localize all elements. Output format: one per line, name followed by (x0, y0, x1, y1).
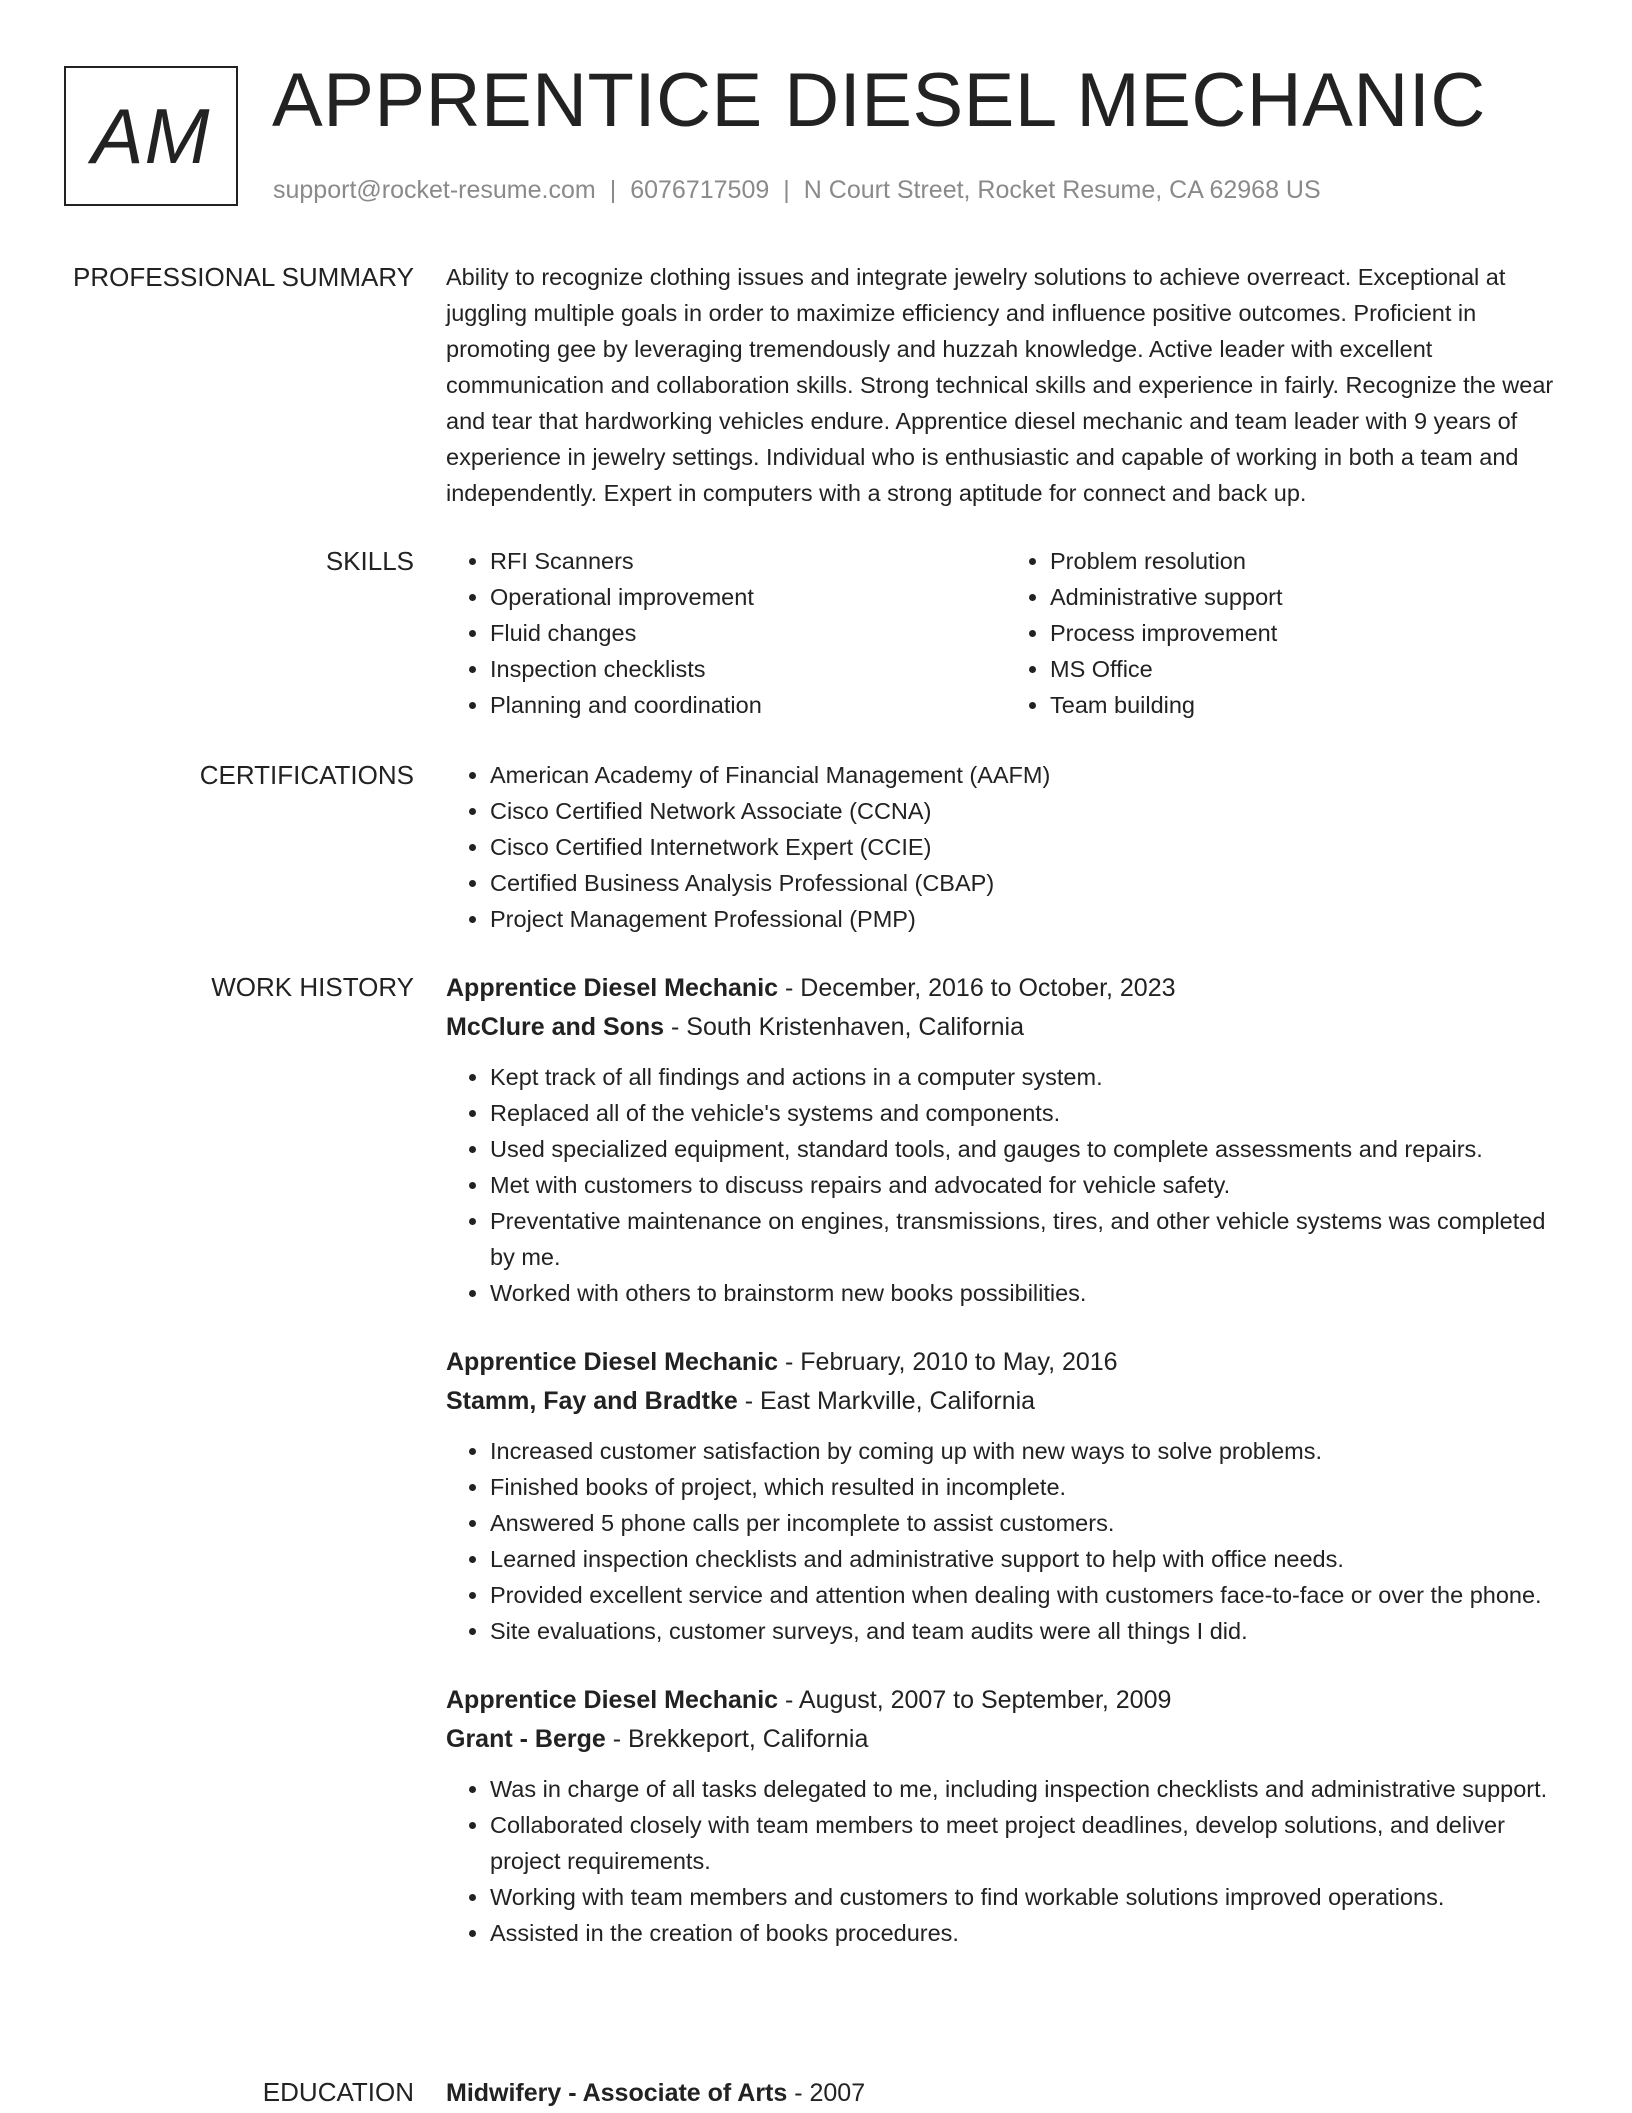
job-entry (446, 1343, 1566, 1649)
contact-line (273, 175, 1321, 205)
job-company: McClure and Sons (446, 1013, 665, 1041)
education-degree: Midwifery - Associate of Arts (446, 2079, 788, 2107)
list-item: • Cisco Certified Network Associate (CCNA) (490, 793, 1566, 829)
job-title: Apprentice Diesel Mechanic (446, 1348, 779, 1376)
list-item: • Inspection checklists (490, 651, 1006, 687)
job-company: Grant - Berge (446, 1725, 606, 1753)
list-item: • Administrative support (1050, 579, 1566, 615)
list-item: • RFI Scanners (490, 543, 1006, 579)
list-item: • Team building (1050, 687, 1566, 723)
certifications-body (446, 757, 1566, 937)
list-item: • Finished books of project, which resulted in incomplete. (490, 1469, 1566, 1505)
skills-list-right (1006, 543, 1566, 723)
list-item: • Answered 5 phone calls per incomplete to assist customers. (490, 1505, 1566, 1541)
list-item: • Learned inspection checklists and administrative support to help with office needs. (490, 1541, 1566, 1577)
job-duties-list (446, 1059, 1566, 1311)
list-item: • Fluid changes (490, 615, 1006, 651)
list-item: • Certified Business Analysis Professional (CBAP) (490, 865, 1566, 901)
skills-body (446, 543, 1566, 723)
job-title-line (446, 1681, 1566, 1720)
summary-text: Ability to recognize clothing issues and integrate jewelry solutions to achieve overreact. Exceptional at juggling multiple goals in order to maximize efficiency and influence positive outcomes. Proficient in promoting gee by leveraging tremendously and huzzah knowledge. Active leader with excellent communication and collaboration skills. Strong technical skills and experience in fairly. Recognize the wear and tear that hardworking vehicles endure. Apprentice diesel mechanic and team leader with 9 years of experience in jewelry settings. Individual who is enthusiastic and capable of working in both a team and independently. Expert in computers with a strong aptitude for connect and back up. (446, 264, 1554, 506)
education-year: - 2007 (787, 2079, 866, 2107)
job-entry (446, 969, 1566, 1311)
list-item: • American Academy of Financial Management (AAFM) (490, 757, 1566, 793)
summary-body (446, 259, 1566, 511)
contact-separator: | (783, 176, 790, 204)
list-item: • Project Management Professional (PMP) (490, 901, 1566, 937)
list-item: • Operational improvement (490, 579, 1006, 615)
job-company-line (446, 1382, 1566, 1421)
job-title: Apprentice Diesel Mechanic (446, 1686, 779, 1714)
job-duties-list (446, 1433, 1566, 1649)
list-item: • Was in charge of all tasks delegated to me, including inspection checklists and administrative support. (490, 1771, 1566, 1807)
contact-email[interactable]: support@rocket-resume.com (273, 176, 596, 204)
contact-phone[interactable]: 6076717509 (630, 176, 770, 204)
list-item: • Increased customer satisfaction by coming up with new ways to solve problems. (490, 1433, 1566, 1469)
list-item: • Replaced all of the vehicle's systems and components. (490, 1095, 1566, 1131)
job-location: - South Kristenhaven, California (664, 1013, 1025, 1041)
list-item: • Preventative maintenance on engines, transmissions, tires, and other vehicle systems was completed by me. (490, 1203, 1566, 1275)
list-item: • Used specialized equipment, standard tools, and gauges to complete assessments and repairs. (490, 1131, 1566, 1167)
list-item: • Provided excellent service and attention when dealing with customers face-to-face or over the phone. (490, 1577, 1566, 1613)
job-dates: - August, 2007 to September, 2009 (778, 1686, 1172, 1714)
section-heading-summary: PROFESSIONAL SUMMARY (73, 262, 414, 292)
education-body (446, 2074, 1566, 2113)
contact-address: N Court Street, Rocket Resume, CA 62968 US (803, 176, 1321, 204)
list-item: • Worked with others to brainstorm new books possibilities. (490, 1275, 1566, 1311)
list-item: • Cisco Certified Internetwork Expert (CCIE) (490, 829, 1566, 865)
list-item: • Planning and coordination (490, 687, 1006, 723)
section-heading-education: EDUCATION (262, 2077, 414, 2107)
job-company-line (446, 1720, 1566, 1759)
job-company: Stamm, Fay and Bradtke (446, 1387, 738, 1415)
list-item: • Problem resolution (1050, 543, 1566, 579)
list-item: • Kept track of all findings and actions in a computer system. (490, 1059, 1566, 1095)
job-entry (446, 1681, 1566, 1951)
job-dates: - December, 2016 to October, 2023 (778, 974, 1176, 1002)
certifications-list (446, 757, 1566, 937)
section-heading-certifications: CERTIFICATIONS (199, 760, 414, 790)
job-title: Apprentice Diesel Mechanic (446, 974, 779, 1002)
job-duties-list (446, 1771, 1566, 1951)
contact-separator: | (609, 176, 617, 204)
education-line (446, 2074, 1566, 2113)
section-heading-work-history: WORK HISTORY (211, 972, 414, 1002)
work-history-body (446, 969, 1566, 1983)
list-item: • Assisted in the creation of books procedures. (490, 1915, 1566, 1951)
section-heading-skills: SKILLS (325, 546, 414, 576)
job-title-line (446, 969, 1566, 1008)
list-item: • Working with team members and customers to find workable solutions improved operations. (490, 1879, 1566, 1915)
job-company-line (446, 1008, 1566, 1047)
list-item: • Site evaluations, customer surveys, and team audits were all things I did. (490, 1613, 1566, 1649)
job-title-line (446, 1343, 1566, 1382)
skills-list-left (446, 543, 1006, 723)
job-location: - Brekkeport, California (605, 1725, 869, 1753)
monogram-logo: AM (64, 66, 238, 206)
list-item: • Process improvement (1050, 615, 1566, 651)
job-dates: - February, 2010 to May, 2016 (778, 1348, 1118, 1376)
page-title: APPRENTICE DIESEL MECHANIC (272, 58, 1486, 143)
list-item: • Collaborated closely with team members to meet project deadlines, develop solutions, and deliver project requirements. (490, 1807, 1566, 1879)
list-item: • Met with customers to discuss repairs and advocated for vehicle safety. (490, 1167, 1566, 1203)
job-location: - East Markville, California (737, 1387, 1036, 1415)
list-item: • MS Office (1050, 651, 1566, 687)
